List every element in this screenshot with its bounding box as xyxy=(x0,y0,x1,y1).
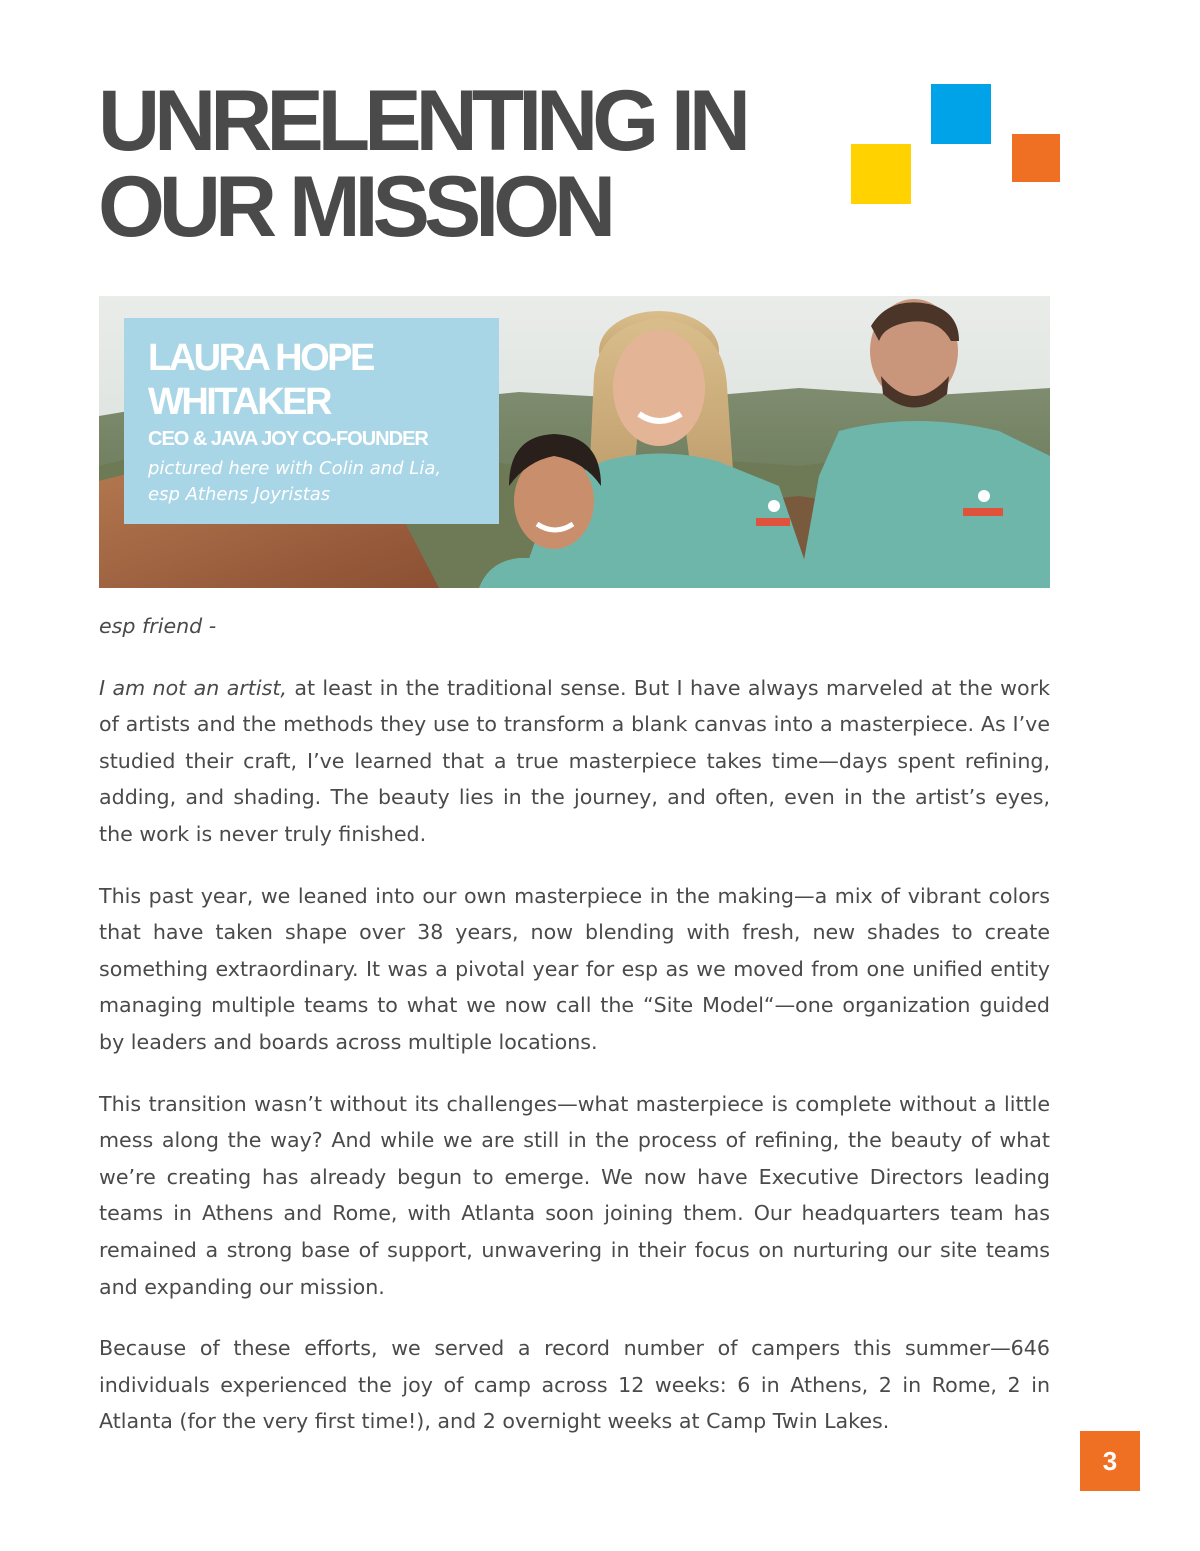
caption-note: pictured here with Colin and Lia, esp Athens Joyristas xyxy=(148,458,442,505)
caption-role: CEO & JAVA JOY CO-FOUNDER xyxy=(148,428,428,450)
caption-box xyxy=(124,318,499,524)
page-number: 3 xyxy=(1080,1431,1140,1491)
paragraph-4: Because of these efforts, we served a record number of campers this summer—646 individuals experienced the joy of camp across 12 weeks: 6 in Athens, 2 in Rome, 2 in Atlanta (for the very first time!), and 2 overnight weeks at Camp Twin Lakes. xyxy=(99,1336,1050,1434)
hero-photo-banner xyxy=(99,296,1050,588)
letter-body xyxy=(99,608,1050,1465)
paragraph-2: This past year, we leaned into our own masterpiece in the making—a mix of vibrant colors that have taken shape over 38 years, now blending with fresh, new shades to create something extraordinary. It was a pivotal year for esp as we moved from one unified entity managing multiple teams to what we now call the “Site Model“—one organization guided by leaders and boards across multiple locations. xyxy=(99,883,1050,1054)
paragraph-1-rest: at least in the traditional sense. But I have always marveled at the work of artists and the methods they use to transform a blank canvas into a masterpiece. As I’ve studied their craft, I’ve learned that a true masterpiece takes time—days spent refining, adding, and shading. The beauty lies in the journey, and often, even in the artist’s eyes, the work is never truly finished. xyxy=(99,675,1050,846)
caption-name: LAURA HOPE WHITAKER xyxy=(148,337,373,423)
paragraph-3: This transition wasn’t without its challenges—what masterpiece is complete without a little mess along the way? And while we are still in the process of refining, the beauty of what we’re creating has already begun to emerge. We now have Executive Directors leading teams in Athens and Rome, with Atlanta soon joining them. Our headquarters team has remained a strong base of support, unwavering in their focus on nurturing our site teams and expanding our mission. xyxy=(99,1091,1050,1299)
paragraph-1-lead: I am not an artist, xyxy=(99,675,287,700)
decorative-blue-square xyxy=(931,84,991,144)
page-title xyxy=(98,73,858,255)
decorative-yellow-square xyxy=(851,144,911,204)
page-title-line-2: OUR MISSION xyxy=(98,159,611,255)
paragraph-1 xyxy=(99,670,1050,853)
page-title-line-1: UNRELENTING IN xyxy=(98,73,745,169)
decorative-orange-square xyxy=(1012,134,1060,182)
salutation: esp friend - xyxy=(99,614,217,638)
